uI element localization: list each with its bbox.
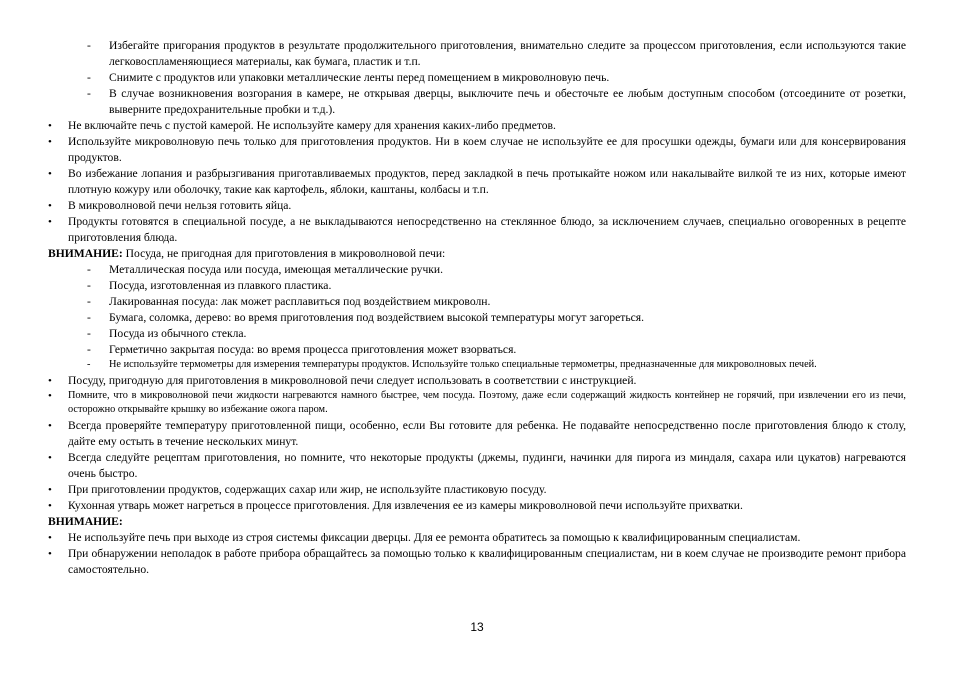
bullet-list-item [48, 482, 906, 498]
bullet-list-item [48, 118, 906, 134]
dash-marker: - [87, 39, 91, 52]
dash-list-item [87, 278, 906, 294]
dash-marker: - [87, 295, 91, 308]
bullet-marker: • [48, 451, 52, 464]
page-number: 13 [470, 620, 484, 634]
bullet-marker: • [48, 531, 52, 544]
dash-list-item [87, 70, 906, 86]
bullet-marker: • [48, 168, 52, 180]
bullet-list-item [48, 546, 906, 578]
list-item-text: Не используйте печь при выходе из строя системы фиксации дверцы. Для ее ремонта обратитесь за помощью к квалифицированным специалистам. [68, 530, 801, 544]
bullet-list-item [48, 418, 906, 450]
bullet-marker: • [48, 200, 52, 212]
dash-list-item [87, 38, 906, 70]
dash-marker: - [87, 263, 91, 276]
dash-list-item [87, 310, 906, 326]
list-item-text: Помните, что в микроволновой печи жидкости нагреваются намного быстрее, чем посуда. Поэтому, даже если содержащий жидкость контейнер не горячий, при извлечении его из печи, осторожно открывайте крышку во избежание ожога паром. [68, 389, 906, 415]
list-item-text: Всегда следуйте рецептам приготовления, но помните, что некоторые продукты (джемы, пудинги, начинки для пирога из миндаля, сахара или цукатов) нагреваются очень быстро. [68, 450, 906, 480]
dash-marker: - [87, 359, 91, 370]
dash-list-item [87, 358, 906, 373]
list-item-text: Посуду, пригодную для приготовления в микроволновой печи следует использовать в соответствии с инструкцией. [68, 373, 637, 387]
bullet-marker: • [48, 136, 52, 148]
list-item-text: Избегайте пригорания продуктов в результате продолжительного приготовления, внимательно следите за процессом приготовления, если используются такие легковоспламеняющиеся материалы, как бумага, пластик и т.п. [109, 39, 906, 68]
list-item-text: Металлическая посуда или посуда, имеющая металлические ручки. [109, 263, 444, 276]
bullet-list-item [48, 389, 906, 418]
bullet-marker: • [48, 120, 52, 132]
list-item-text: При обнаружении неполадок в работе прибора обращайтесь за помощью только к квалифицированным специалистам, ни в коем случае не производите ремонт прибора самостоятельно. [68, 546, 906, 576]
dash-list-item [87, 86, 906, 118]
bullet-marker: • [48, 216, 52, 228]
dash-list-item [87, 342, 906, 358]
bullet-marker: • [48, 483, 52, 496]
list-item-text: Во избежание лопания и разбрызгивания приготавливаемых продуктов, перед закладкой в печь протыкайте ножом или накалывайте вилкой те из них, которые имеют плотную кожуру или оболочку, такие как картофель, яблоки, каштаны, колбасы и т.п. [68, 167, 906, 196]
bullet-list-item [48, 166, 906, 198]
warning-heading [48, 514, 906, 530]
bullet-marker: • [48, 419, 52, 432]
list-item-text: При приготовлении продуктов, содержащих сахар или жир, не используйте пластиковую посуду. [68, 482, 547, 496]
list-item-text: В микроволновой печи нельзя готовить яйца. [68, 199, 292, 212]
dash-marker: - [87, 279, 91, 292]
dash-list-item [87, 294, 906, 310]
warning-text: Посуда, не пригодная для приготовления в микроволновой печи: [122, 247, 446, 260]
list-item-text: Герметично закрытая посуда: во время процесса приготовления может взорваться. [109, 343, 517, 356]
bullet-marker: • [48, 499, 52, 512]
list-item-text: Посуда из обычного стекла. [109, 327, 247, 340]
warning-label: ВНИМАНИЕ: [48, 514, 123, 528]
warning-heading [48, 246, 906, 262]
document-page [0, 38, 954, 578]
bullet-list-item [48, 498, 906, 514]
list-item-text: Не включайте печь с пустой камерой. Не используйте камеру для хранения каких-либо предметов. [68, 119, 556, 132]
dash-marker: - [87, 311, 91, 324]
bullet-list-item [48, 373, 906, 389]
list-item-text: Посуда, изготовленная из плавкого пластика. [109, 279, 332, 292]
dash-marker: - [87, 343, 91, 356]
bullet-list-item [48, 134, 906, 166]
dash-marker: - [87, 327, 91, 340]
list-item-text: Бумага, соломка, дерево: во время приготовления под воздействием высокой температуры могут загореться. [109, 311, 645, 324]
dash-list-item [87, 262, 906, 278]
list-item-text: Кухонная утварь может нагреться в процессе приготовления. Для извлечения ее из камеры микроволновой печи используйте прихватки. [68, 498, 743, 512]
list-item-text: Снимите с продуктов или упаковки металлические ленты перед помещением в микроволновую печь. [109, 71, 610, 84]
bullet-marker: • [48, 374, 52, 387]
list-item-text: Не используйте термометры для измерения температуры продуктов. Используйте только специальные термометры, предназначенные для микроволновых печей. [109, 359, 817, 370]
dash-marker: - [87, 71, 91, 84]
bullet-marker: • [48, 389, 52, 402]
list-item-text: Лакированная посуда: лак может расплавиться под воздействием микроволн. [109, 295, 491, 308]
dash-marker: - [87, 87, 91, 100]
bullet-marker: • [48, 547, 52, 560]
bullet-list-item [48, 450, 906, 482]
list-item-text: Используйте микроволновую печь только для приготовления продуктов. Ни в коем случае не используйте ее для просушки одежды, бумаги или для консервирования продуктов. [68, 135, 906, 164]
warning-label: ВНИМАНИЕ: [48, 247, 123, 260]
dash-list-item [87, 326, 906, 342]
list-item-text: В случае возникновения возгорания в камере, не открывая дверцы, выключите печь и обесточьте ее любым доступным способом (отсоедините от розетки, выверните предохранительные пробки и т.д.). [109, 87, 906, 116]
bullet-list-item [48, 198, 906, 214]
list-item-text: Продукты готовятся в специальной посуде, а не выкладываются непосредственно на стеклянное блюдо, за исключением случаев, специально оговоренных в рецепте приготовления блюда. [68, 215, 906, 244]
bullet-list-item [48, 530, 906, 546]
list-item-text: Всегда проверяйте температуру приготовленной пищи, особенно, если Вы готовите для ребенка. Не подавайте непосредственно после приготовления блюдо к столу, дайте ему остыть в течение нескольких минут. [68, 418, 906, 448]
bullet-list-item [48, 214, 906, 246]
